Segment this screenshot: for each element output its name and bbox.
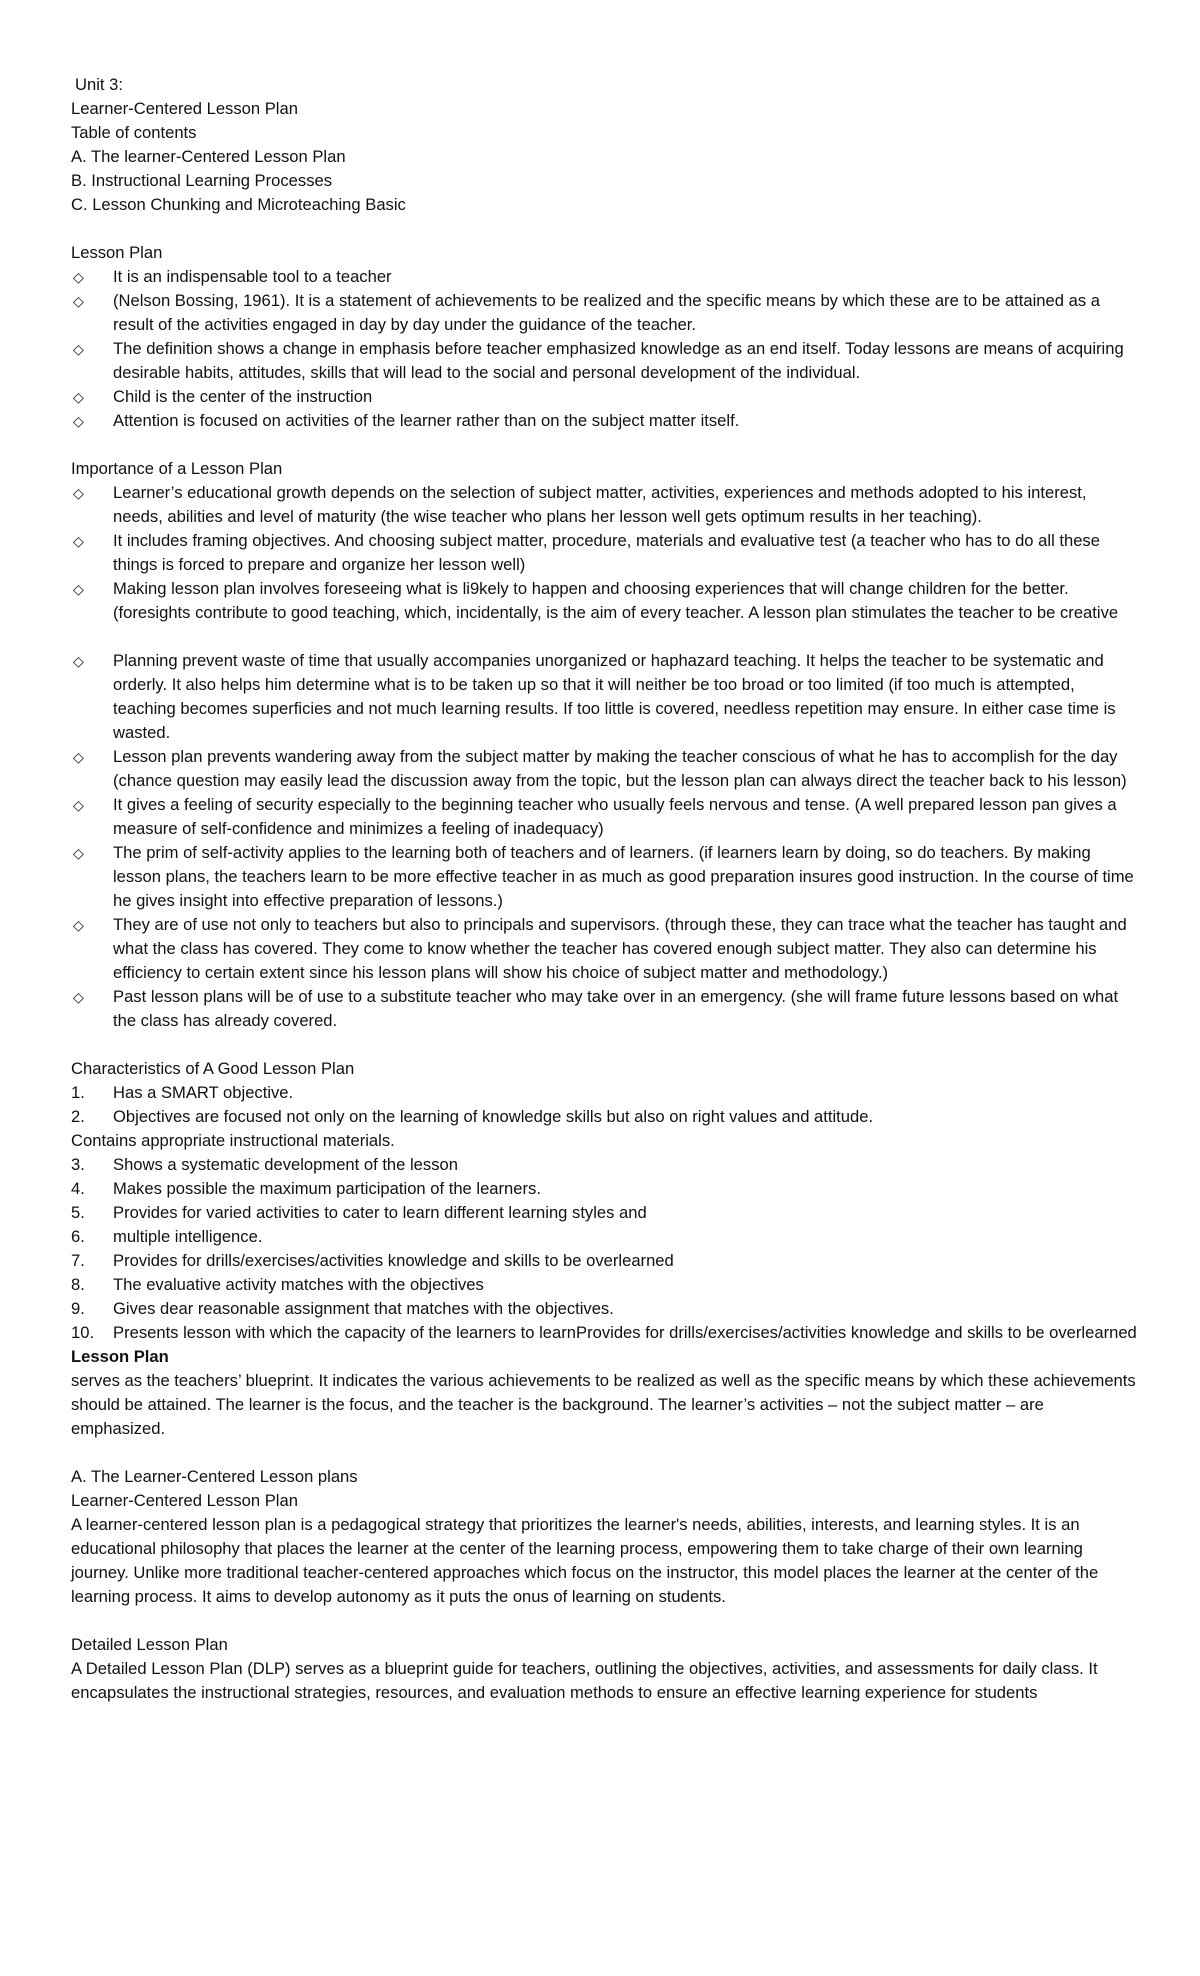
toc-label: Table of contents [71, 123, 197, 142]
lesson-plan-list [71, 265, 1137, 433]
numbered-item: 9. Gives dear reasonable assignment that matches with the objectives. [71, 1299, 614, 1318]
diamond-bullet-icon: ◇ [73, 653, 84, 669]
section-heading-learner-centered: A. The Learner-Centered Lesson plans [71, 1467, 358, 1486]
diamond-bullet-icon: ◇ [73, 917, 84, 933]
list-item: ◇ It includes framing objectives. And choosing subject matter, procedure, materials and evaluative test (a teacher who has to do all these things is forced to prepare and organize her lesson well) [73, 531, 1100, 574]
section-heading-detailed: Detailed Lesson Plan [71, 1635, 228, 1654]
diamond-bullet-icon: ◇ [73, 341, 84, 357]
importance-list [71, 481, 1137, 1033]
list-item: ◇ Planning prevent waste of time that usually accompanies unorganized or haphazard teaching. It helps the teacher to be systematic and orderly. It also helps him determine what is to be taken up so that it will neither be too broad or too limited (if too much is attempted, teaching becomes superficies and not much learning results. If too little is covered, needless repetition may ensure. In either case time is wasted. [73, 651, 1116, 742]
diamond-bullet-icon: ◇ [73, 269, 84, 285]
numbered-item: 5. Provides for varied activities to cater to learn different learning styles and [71, 1203, 647, 1222]
blueprint-paragraph: serves as the teachers’ blueprint. It indicates the various achievements to be realized as well as the specific means by which these achievements should be attained. The learner is the focus, and the teacher is the background. The learner’s activities – not the subject matter – are emphasized. [71, 1371, 1136, 1438]
detailed-paragraph: A Detailed Lesson Plan (DLP) serves as a blueprint guide for teachers, outlining the objectives, activities, and assessments for daily class. It encapsulates the instructional strategies, resources, and evaluation methods to ensure an effective learning experience for students [71, 1659, 1098, 1702]
table-of-contents [71, 145, 1137, 217]
numbered-item: 8. The evaluative activity matches with the objectives [71, 1275, 484, 1294]
list-item: ◇ The definition shows a change in emphasis before teacher emphasized knowledge as an end itself. Today lessons are means of acquiring desirable habits, attitudes, skills that will lead to the social and personal development of the individual. [73, 339, 1124, 382]
list-item: ◇ Learner’s educational growth depends on the selection of subject matter, activities, experiences and methods adopted to his interest, needs, abilities and level of maturity (the wise teacher who plans her lesson well gets optimum results in her teaching). [73, 483, 1087, 526]
diamond-bullet-icon: ◇ [73, 293, 84, 309]
plain-line: Contains appropriate instructional materials. [71, 1131, 395, 1150]
section-heading-lesson-plan: Lesson Plan [71, 243, 163, 262]
list-item: ◇ (Nelson Bossing, 1961). It is a statement of achievements to be realized and the specific means by which these are to be attained as a result of the activities engaged in day by day under the guidance of the teacher. [73, 291, 1100, 334]
list-item: ◇ It gives a feeling of security especially to the beginning teacher who usually feels nervous and tense. (A well prepared lesson pan gives a measure of self-confidence and minimizes a feeling of inadequacy) [73, 795, 1117, 838]
diamond-bullet-icon: ◇ [73, 797, 84, 813]
diamond-bullet-icon: ◇ [73, 749, 84, 765]
numbered-item: 1. Has a SMART objective. [71, 1083, 294, 1102]
toc-item: C. Lesson Chunking and Microteaching Basic [71, 195, 406, 214]
list-item: ◇ Child is the center of the instruction [71, 385, 1137, 409]
list-item: ◇ Past lesson plans will be of use to a substitute teacher who may take over in an emergency. (she will frame future lessons based on what the class has already covered. [73, 987, 1119, 1030]
numbered-item: 10. Presents lesson with which the capacity of the learners to learnProvides for drills/exercises/activities knowledge and skills to be overlearned [71, 1323, 1137, 1342]
document-page [71, 73, 1137, 1705]
list-item: ◇ Attention is focused on activities of the learner rather than on the subject matter itself. [71, 409, 1137, 433]
diamond-bullet-icon: ◇ [73, 845, 84, 861]
list-item: ◇ They are of use not only to teachers but also to principals and supervisors. (through these, they can trace what the teacher has taught and what the class has covered. They come to know whether the teacher has covered enough subject matter. They also can determine his efficiency to certain extent since his lesson plans will show his choice of subject matter and methodology.) [73, 915, 1127, 982]
list-item: ◇ Lesson plan prevents wandering away from the subject matter by making the teacher conscious of what he has to accomplish for the day (chance question may easily lead the discussion away from the topic, but the lesson plan can always direct the teacher back to his lesson) [73, 747, 1127, 790]
diamond-bullet-icon: ◇ [73, 581, 84, 597]
subheading-learner-centered: Learner-Centered Lesson Plan [71, 1491, 298, 1510]
diamond-bullet-icon: ◇ [73, 413, 84, 429]
document-title: Learner-Centered Lesson Plan [71, 99, 298, 118]
section-heading-importance: Importance of a Lesson Plan [71, 459, 283, 478]
numbered-item: 3. Shows a systematic development of the lesson [71, 1155, 458, 1174]
diamond-bullet-icon: ◇ [73, 389, 84, 405]
list-item: ◇ It is an indispensable tool to a teacher [71, 265, 1137, 289]
diamond-bullet-icon: ◇ [73, 989, 84, 1005]
numbered-item: 2. Objectives are focused not only on the learning of knowledge skills but also on right values and attitude. [71, 1107, 874, 1126]
list-item: ◇ Making lesson plan involves foreseeing what is li9kely to happen and choosing experiences that will change children for the better.(foresights contribute to good teaching, which, incidentally, is the aim of every teacher. A lesson plan stimulates the teacher to be creative [73, 579, 1119, 622]
list-item: ◇ The prim of self-activity applies to the learning both of teachers and of learners. (if learners learn by doing, so do teachers. By making lesson plans, the teachers learn to be more effective teacher in as much as good preparation insures good instruction. In the course of time he gives insight into effective preparation of lessons.) [73, 843, 1134, 910]
learner-centered-paragraph: A learner-centered lesson plan is a pedagogical strategy that prioritizes the learner's needs, abilities, interests, and learning styles. It is an educational philosophy that places the learner at the center of the learning process, empowering them to take charge of their own learning journey. Unlike more traditional teacher-centered approaches which focus on the instructor, this model places the learner at the center of the learning process. It aims to develop autonomy as it puts the onus of learning on students. [71, 1515, 1099, 1606]
numbered-item: 4. Makes possible the maximum participation of the learners. [71, 1179, 541, 1198]
numbered-item: 6. multiple intelligence. [71, 1227, 263, 1246]
lesson-plan-bold-heading: Lesson Plan [71, 1347, 169, 1366]
numbered-item: 7. Provides for drills/exercises/activities knowledge and skills to be overlearned [71, 1251, 674, 1270]
diamond-bullet-icon: ◇ [73, 533, 84, 549]
section-heading-characteristics: Characteristics of A Good Lesson Plan [71, 1059, 355, 1078]
toc-item: B. Instructional Learning Processes [71, 171, 333, 190]
toc-item: A. The learner-Centered Lesson Plan [71, 147, 346, 166]
characteristics-list [71, 1081, 1137, 1345]
unit-label: Unit 3: [75, 75, 123, 94]
diamond-bullet-icon: ◇ [73, 485, 84, 501]
